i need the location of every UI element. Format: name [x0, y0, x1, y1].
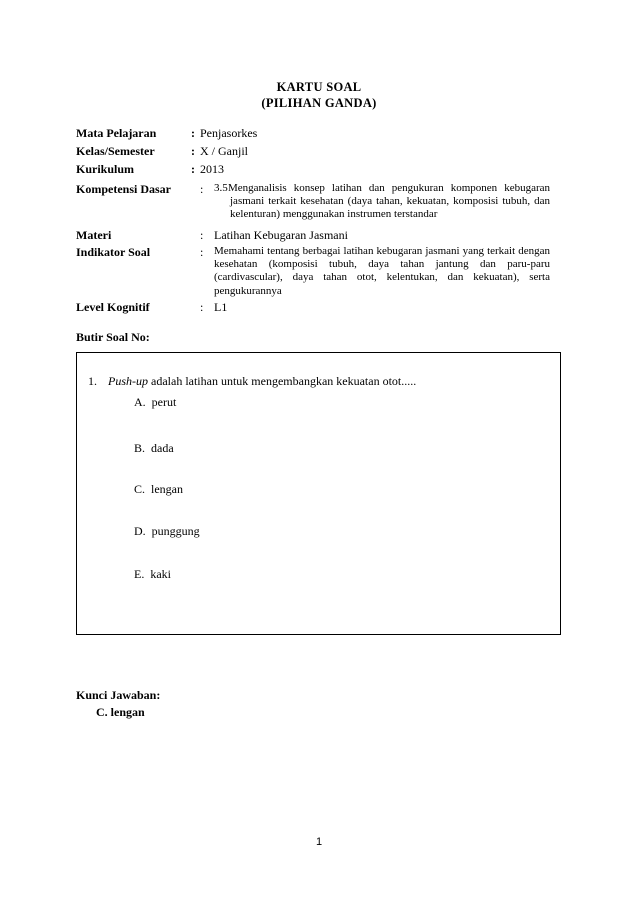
- colon-materi: :: [200, 228, 204, 242]
- card-subtitle: (PILIHAN GANDA): [261, 96, 377, 110]
- option-a-text: perut: [151, 395, 177, 409]
- option-c-letter: C.: [134, 482, 146, 496]
- option-e: [134, 567, 171, 582]
- value-materi: Latihan Kebugaran Jasmani: [214, 228, 348, 242]
- label-kompetensi-dasar: Kompetensi Dasar: [76, 182, 171, 196]
- question-body: adalah latihan untuk mengembangkan kekuatan otot.....: [148, 374, 417, 388]
- option-d: [134, 524, 200, 539]
- label-level-kognitif: Level Kognitif: [76, 300, 150, 314]
- label-kurikulum: Kurikulum: [76, 162, 135, 176]
- value-level-kognitif: L1: [214, 300, 228, 314]
- label-kelas-semester: Kelas/Semester: [76, 144, 155, 158]
- answer-key-label: Kunci Jawaban:: [76, 688, 161, 702]
- option-c: [134, 482, 183, 497]
- colon-kelas-semester: :: [191, 144, 195, 158]
- question-text: [108, 374, 416, 389]
- option-e-text: kaki: [150, 567, 172, 581]
- value-mata-pelajaran: Penjasorkes: [200, 126, 258, 140]
- kompetensi-dasar-number: 3.5: [214, 182, 228, 194]
- indikator-soal-text: Memahami tentang berbagai latihan kebugaran jasmani yang terkait dengan kesehatan (komposisi tubuh, daya tahan jantung dan paru-paru (cardivascular), daya tahan otot, kelentukan, dan kekuatan), serta pengukurannya: [214, 245, 550, 297]
- option-b-text: dada: [151, 441, 174, 455]
- option-b: [134, 441, 174, 456]
- answer-key-value: C. lengan: [96, 705, 145, 719]
- colon-level-kognitif: :: [200, 300, 204, 314]
- card-title: KARTU SOAL: [276, 80, 362, 94]
- colon-mata-pelajaran: :: [191, 126, 195, 140]
- option-d-letter: D.: [134, 524, 146, 538]
- value-kurikulum: 2013: [200, 162, 224, 176]
- value-kelas-semester: X / Ganjil: [200, 144, 248, 158]
- option-e-letter: E.: [134, 567, 145, 581]
- option-c-text: lengan: [151, 482, 184, 496]
- option-d-text: punggung: [151, 524, 200, 538]
- question-number: 1.: [88, 374, 97, 388]
- colon-kompetensi-dasar: :: [200, 182, 204, 196]
- colon-kurikulum: :: [191, 162, 195, 176]
- label-mata-pelajaran: Mata Pelajaran: [76, 126, 157, 140]
- colon-indikator-soal: :: [200, 245, 204, 259]
- option-a: [134, 395, 176, 410]
- label-materi: Materi: [76, 228, 112, 242]
- page-number: 1: [315, 836, 323, 848]
- option-b-letter: B.: [134, 441, 146, 455]
- question-emphasis: Push-up: [108, 374, 148, 388]
- kompetensi-dasar-text: Menganalisis konsep latihan dan pengukuran komponen kebugaran jasmani terkait kesehatan (daya tahan, kekuatan, komposisi tubuh, dan kelenturan) menggunakan instrumen terstandar: [228, 182, 550, 220]
- butir-soal-label: Butir Soal No:: [76, 330, 150, 344]
- option-a-letter: A.: [134, 395, 146, 409]
- label-indikator-soal: Indikator Soal: [76, 245, 151, 259]
